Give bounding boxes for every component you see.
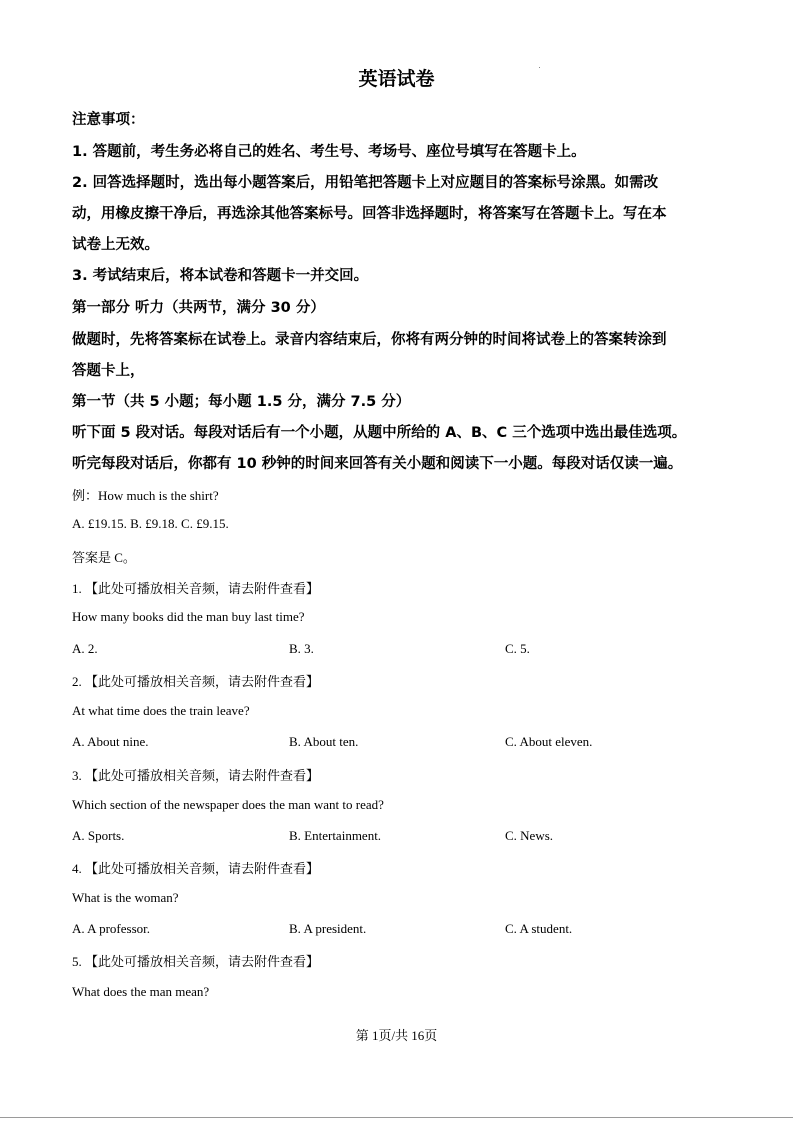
question-1-option-c: C. 5. xyxy=(505,641,530,656)
notice-heading: 注意事项： xyxy=(72,112,145,128)
question-3-option-b: B. Entertainment. xyxy=(289,828,382,843)
notice-item-2-line-3: 试卷上无效。 xyxy=(72,237,159,253)
question-5-audio[interactable]: 5. 【此处可播放相关音频，请去附件查看】 xyxy=(72,954,320,969)
section1-instruction-line-2: 听完每段对话后，你都有 10 秒钟的时间来回答有关小题和阅读下一小题。每段对话仅读一遍。 xyxy=(72,456,683,472)
question-1-audio[interactable]: 1. 【此处可播放相关音频，请去附件查看】 xyxy=(72,581,320,596)
notice-item-3: 3. 考试结束后，将本试卷和答题卡一并交回。 xyxy=(72,268,369,284)
question-4-option-b: B. A president. xyxy=(289,921,367,936)
question-4-text: What is the woman? xyxy=(72,890,179,905)
notice-item-2-line-2: 动，用橡皮擦干净后，再选涂其他答案标号。回答非选择题时，将答案写在答题卡上。写在本 xyxy=(72,206,667,222)
question-4-option-a: A. A professor. xyxy=(72,921,150,936)
part1-heading: 第一部分 听力（共两节，满分 30 分） xyxy=(72,300,325,316)
question-4-audio[interactable]: 4. 【此处可播放相关音频，请去附件查看】 xyxy=(72,861,320,876)
page-title: 英语试卷 xyxy=(358,68,435,90)
example-question: 例：How much is the shirt? xyxy=(72,488,219,503)
question-3-option-a: A. Sports. xyxy=(72,828,125,843)
question-2-text: At what time does the train leave? xyxy=(72,703,250,718)
section1-heading: 第一节（共 5 小题；每小题 1.5 分，满分 7.5 分） xyxy=(72,394,411,410)
part1-instruction-line-1: 做题时，先将答案标在试卷上。录音内容结束后，你将有两分钟的时间将试卷上的答案转涂到 xyxy=(72,332,667,348)
question-2-option-c: C. About eleven. xyxy=(505,734,593,749)
question-4-option-c: C. A student. xyxy=(505,921,573,936)
notice-item-1: 1. 答题前，考生务必将自己的姓名、考生号、考场号、座位号填写在答题卡上。 xyxy=(72,144,586,160)
example-answer: 答案是 C。 xyxy=(72,550,136,565)
page-footer: 第 1页/共 16页 xyxy=(355,1028,438,1043)
question-1-option-b: B. 3. xyxy=(289,641,314,656)
bottom-divider xyxy=(0,1117,793,1118)
question-2-audio[interactable]: 2. 【此处可播放相关音频，请去附件查看】 xyxy=(72,674,320,689)
question-2-option-b: B. About ten. xyxy=(289,734,359,749)
part1-instruction-line-2: 答题卡上， xyxy=(72,363,145,379)
question-1-text: How many books did the man buy last time? xyxy=(72,609,305,624)
example-options: A. £19.15. B. £9.18. C. £9.15. xyxy=(72,516,229,531)
question-3-text: Which section of the newspaper does the man want to read? xyxy=(72,797,384,812)
question-2-option-a: A. About nine. xyxy=(72,734,149,749)
section1-instruction-line-1: 听下面 5 段对话。每段对话后有一个小题，从题中所给的 A、B、C 三个选项中选出最佳选项。 xyxy=(72,425,687,441)
notice-item-2-line-1: 2. 回答选择题时，选出每小题答案后，用铅笔把答题卡上对应题目的答案标号涂黑。如需改 xyxy=(72,175,659,191)
question-3-option-c: C. News. xyxy=(505,828,554,843)
question-3-audio[interactable]: 3. 【此处可播放相关音频，请去附件查看】 xyxy=(72,768,320,783)
question-5-text: What does the man mean? xyxy=(72,984,210,999)
question-1-option-a: A. 2. xyxy=(72,641,98,656)
